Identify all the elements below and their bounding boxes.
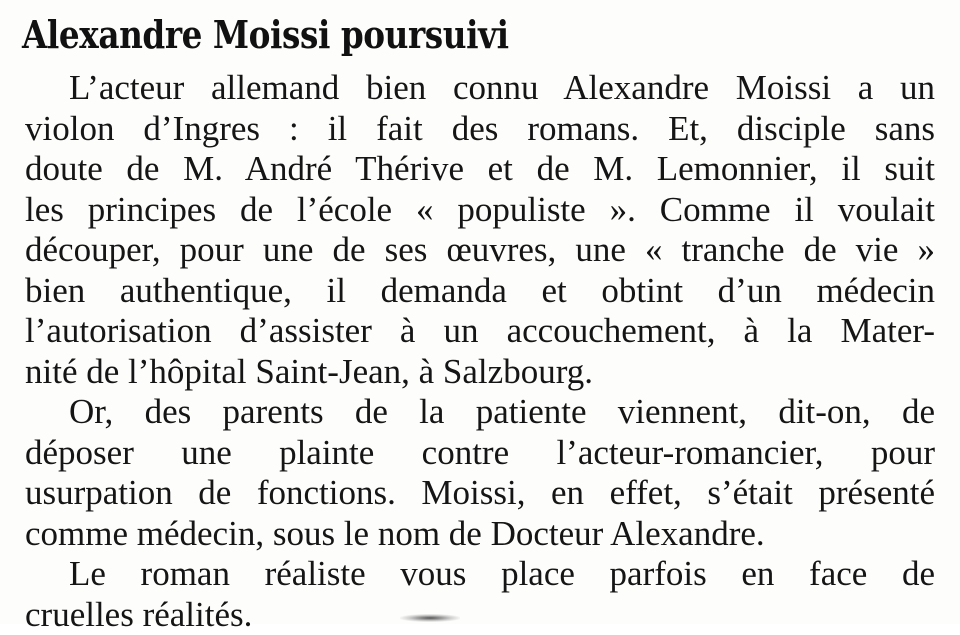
- article-headline: Alexandre Moissi poursuivi: [22, 12, 509, 58]
- text-line: Or, des parents de la patiente viennent, dit-on, de: [25, 392, 935, 433]
- article-body: [25, 68, 935, 635]
- text-line: déposer une plainte contre l’acteur-romancier, pour: [25, 433, 935, 474]
- text-line: comme médecin, sous le nom de Docteur Alexandre.: [25, 514, 935, 555]
- text-line: doute de M. André Thérive et de M. Lemonnier, il suit: [25, 149, 935, 190]
- text-line: l’autorisation d’assister à un accouchement, à la Mater-: [25, 311, 935, 352]
- text-line: nité de l’hôpital Saint-Jean, à Salzbourg.: [25, 352, 935, 393]
- text-line: les principes de l’école « populiste ». Comme il voulait: [25, 190, 935, 231]
- text-line: bien authentique, il demanda et obtint d’un médecin: [25, 271, 935, 312]
- paragraph-1: [25, 68, 935, 392]
- paragraph-3: [25, 554, 935, 635]
- paragraph-2: [25, 392, 935, 554]
- text-line: usurpation de fonctions. Moissi, en effet, s’était présenté: [25, 473, 935, 514]
- text-line: découper, pour une de ses œuvres, une « tranche de vie »: [25, 230, 935, 271]
- text-line: violon d’Ingres : il fait des romans. Et, disciple sans: [25, 109, 935, 150]
- text-line: L’acteur allemand bien connu Alexandre Moissi a un: [25, 68, 935, 109]
- print-smudge: [400, 614, 460, 622]
- text-line: cruelles réalités.: [25, 595, 935, 635]
- text-line: Le roman réaliste vous place parfois en face de: [25, 554, 935, 595]
